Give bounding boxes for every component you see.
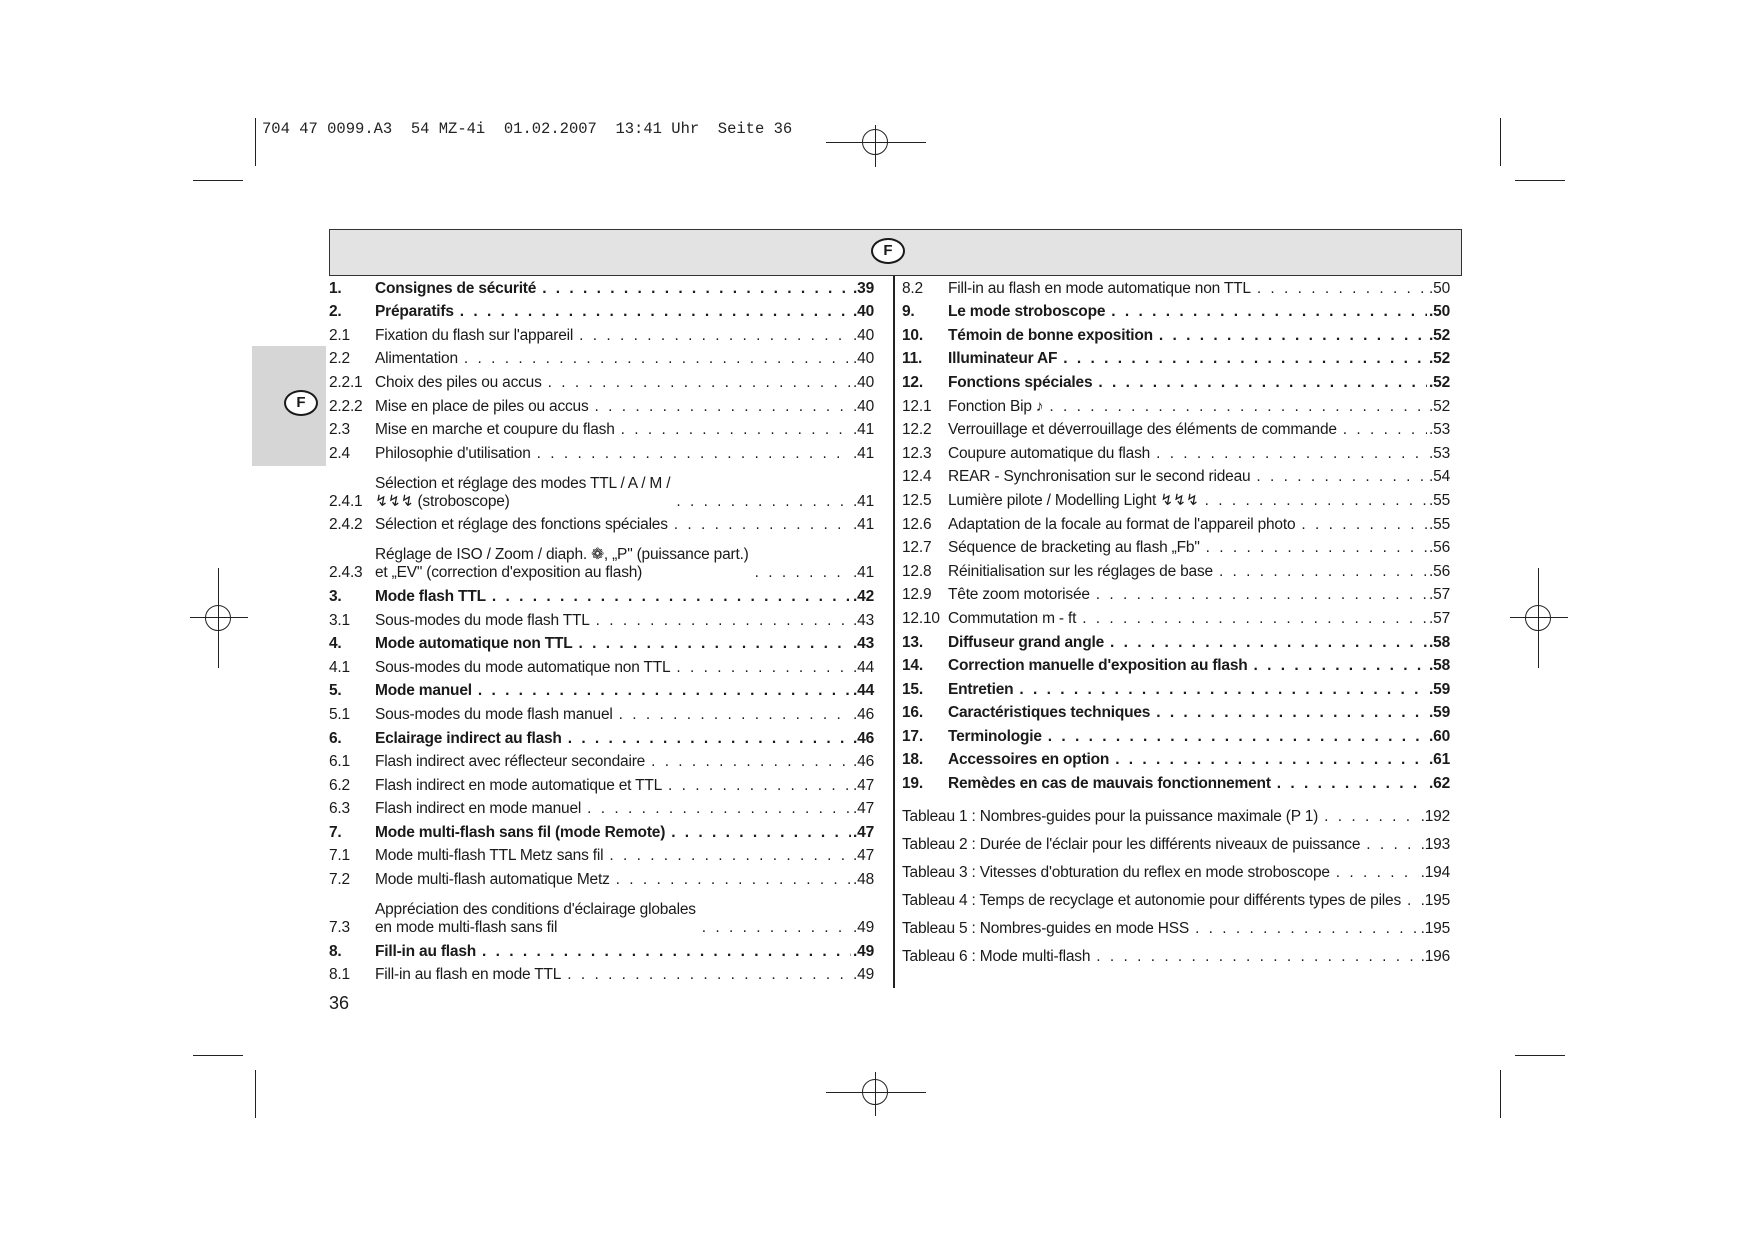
registration-mark bbox=[862, 1079, 888, 1105]
toc-entry-page: .43 bbox=[853, 611, 874, 629]
toc-entry-title: Remèdes en cas de mauvais fonctionnement bbox=[948, 775, 1271, 793]
crop-mark bbox=[1515, 1055, 1565, 1056]
toc-entry-number: 12.4 bbox=[902, 468, 932, 486]
toc-entry-title: Flash indirect en mode automatique et TTL bbox=[375, 776, 663, 794]
toc-entry-title: Fill-in au flash en mode TTL bbox=[375, 966, 562, 984]
toc-entry bbox=[902, 534, 1450, 558]
toc-entry-number: 9. bbox=[902, 303, 915, 321]
toc-entry bbox=[329, 534, 874, 582]
toc-entry-number: 4. bbox=[329, 635, 342, 653]
toc-entry-number: 1. bbox=[329, 279, 342, 297]
toc-entry-page: .57 bbox=[1429, 609, 1450, 627]
table-entry bbox=[902, 798, 1450, 826]
crop-mark bbox=[1500, 1070, 1501, 1118]
table-entry-page: .194 bbox=[1420, 864, 1450, 881]
column-divider bbox=[893, 276, 895, 988]
toc-entry-title: Mode automatique non TTL bbox=[375, 635, 573, 653]
toc-entry-number: 3.1 bbox=[329, 611, 350, 629]
toc-entry-number: 4.1 bbox=[329, 658, 350, 676]
toc-entry bbox=[329, 582, 874, 606]
toc-entry-title-block bbox=[375, 546, 749, 582]
leader-dots bbox=[1195, 920, 1419, 938]
leader-dots bbox=[1254, 657, 1428, 675]
toc-entry bbox=[329, 653, 874, 677]
toc-entry-page: .41 bbox=[853, 421, 874, 439]
toc-entry-number: 12.7 bbox=[902, 539, 932, 557]
toc-entry bbox=[329, 463, 874, 511]
toc-entry bbox=[902, 604, 1450, 628]
toc-entry-number: 7.1 bbox=[329, 847, 350, 865]
print-header: 704 47 0099.A3 54 MZ-4i 01.02.2007 13:41 Uhr Seite 36 bbox=[262, 120, 793, 138]
toc-entry-title: Flash indirect en mode manuel bbox=[375, 800, 582, 818]
toc-entry-number: 12.3 bbox=[902, 444, 932, 462]
toc-entry-page: .50 bbox=[1429, 303, 1450, 321]
leader-dots bbox=[1098, 374, 1427, 392]
leader-dots bbox=[478, 682, 851, 700]
crop-mark bbox=[255, 118, 256, 166]
toc-entry-title: Fonction Bip ♪ bbox=[948, 397, 1044, 415]
leader-dots bbox=[595, 398, 852, 416]
toc-entry-title: Réinitialisation sur les réglages de base bbox=[948, 562, 1213, 580]
toc-entry bbox=[902, 722, 1450, 746]
toc-entry-page: .47 bbox=[853, 800, 874, 818]
toc-entry-page: .53 bbox=[1429, 421, 1450, 439]
toc-entry-number: 2.4 bbox=[329, 444, 350, 462]
toc-entry-title: Mise en place de piles ou accus bbox=[375, 397, 589, 415]
toc-entry bbox=[902, 652, 1450, 676]
toc-entry bbox=[902, 321, 1450, 345]
toc-entry-page: .58 bbox=[1429, 633, 1450, 651]
toc-entry-number: 17. bbox=[902, 727, 923, 745]
toc-entry bbox=[902, 746, 1450, 770]
toc-entry-page: .60 bbox=[1429, 727, 1450, 745]
table-entry-page: .195 bbox=[1420, 892, 1450, 909]
toc-entry bbox=[902, 368, 1450, 392]
page-number: 36 bbox=[329, 993, 350, 1013]
leader-dots bbox=[587, 800, 851, 818]
leader-dots bbox=[1110, 634, 1427, 652]
leader-dots bbox=[492, 588, 851, 606]
table-entry-title: Tableau 6 : Mode multi-flash bbox=[902, 948, 1091, 965]
toc-right-column bbox=[902, 274, 1450, 793]
toc-entry-title: Consignes de sécurité bbox=[375, 279, 537, 297]
toc-entry-number: 12.10 bbox=[902, 609, 940, 627]
toc-entry-page: .49 bbox=[853, 919, 874, 937]
toc-entry bbox=[329, 345, 874, 369]
toc-entry-title: Alimentation bbox=[375, 350, 458, 368]
toc-entry-page: .41 bbox=[853, 516, 874, 534]
toc-entry-number: 2.4.2 bbox=[329, 516, 363, 534]
toc-entry-page: .53 bbox=[1429, 444, 1450, 462]
toc-entry-title: Préparatifs bbox=[375, 303, 454, 321]
toc-entry bbox=[329, 865, 874, 889]
toc-entry bbox=[329, 368, 874, 392]
toc-entry-number: 7.2 bbox=[329, 871, 350, 889]
leader-dots bbox=[1096, 586, 1427, 604]
toc-entry-number: 2.2.1 bbox=[329, 373, 363, 391]
toc-entry-number: 5.1 bbox=[329, 705, 350, 723]
toc-entry-number: 12.1 bbox=[902, 397, 932, 415]
table-entry-title: Tableau 3 : Vitesses d'obturation du reflex en mode stroboscope bbox=[902, 864, 1330, 881]
toc-entry-number: 12.9 bbox=[902, 586, 932, 604]
toc-entry bbox=[329, 961, 874, 985]
toc-entry bbox=[902, 392, 1450, 416]
table-entry-page: .196 bbox=[1420, 948, 1450, 965]
toc-entry-title-continued: ↯↯↯ (stroboscope) bbox=[375, 492, 510, 510]
table-entry-page: .192 bbox=[1420, 808, 1450, 825]
toc-entry-title: Caractéristiques techniques bbox=[948, 704, 1151, 722]
toc-entry-title: Accessoires en option bbox=[948, 751, 1110, 769]
toc-entry-page: .43 bbox=[853, 635, 874, 653]
leader-dots bbox=[676, 493, 851, 511]
toc-entry-title: Réglage de ISO / Zoom / diaph. ❁, „P" (puissance part.) bbox=[375, 546, 749, 564]
leader-dots bbox=[1205, 492, 1427, 510]
toc-entry-page: .56 bbox=[1429, 539, 1450, 557]
toc-entry bbox=[902, 769, 1450, 793]
toc-entry bbox=[902, 274, 1450, 298]
table-entry bbox=[902, 854, 1450, 882]
toc-entry-number: 6.1 bbox=[329, 753, 350, 771]
tables-list bbox=[902, 798, 1450, 966]
toc-entry bbox=[902, 699, 1450, 723]
toc-entry-page: .52 bbox=[1429, 397, 1450, 415]
toc-entry-page: .50 bbox=[1429, 279, 1450, 297]
toc-entry-title: Séquence de bracketing au flash „Fb" bbox=[948, 539, 1200, 557]
toc-entry-number: 6.3 bbox=[329, 800, 350, 818]
toc-entry bbox=[902, 439, 1450, 463]
table-entry-title: Tableau 2 : Durée de l'éclair pour les différents niveaux de puissance bbox=[902, 836, 1361, 853]
leader-dots bbox=[1343, 421, 1427, 439]
toc-entry-page: .41 bbox=[853, 492, 874, 510]
toc-entry-number: 19. bbox=[902, 775, 923, 793]
toc-entry-number: 8. bbox=[329, 942, 342, 960]
toc-entry-page: .41 bbox=[853, 444, 874, 462]
leader-dots bbox=[1301, 516, 1427, 534]
toc-entry-number: 13. bbox=[902, 633, 923, 651]
toc-entry-title: Tête zoom motorisée bbox=[948, 586, 1090, 604]
registration-mark bbox=[862, 129, 888, 155]
leader-dots bbox=[1063, 350, 1427, 368]
leader-dots bbox=[1096, 948, 1418, 966]
toc-entry-number: 16. bbox=[902, 704, 923, 722]
leader-dots bbox=[1256, 468, 1427, 486]
table-entry bbox=[902, 938, 1450, 966]
toc-entry bbox=[329, 511, 874, 535]
leader-dots bbox=[1019, 681, 1427, 699]
toc-entry-page: .54 bbox=[1429, 468, 1450, 486]
toc-entry-title: Sélection et réglage des fonctions spéciales bbox=[375, 516, 668, 534]
toc-entry-title: Adaptation de la focale au format de l'appareil photo bbox=[948, 515, 1296, 533]
toc-entry-page: .57 bbox=[1429, 586, 1450, 604]
toc-entry-title: Mode multi-flash sans fil (mode Remote) bbox=[375, 823, 666, 841]
toc-entry bbox=[329, 677, 874, 701]
toc-entry bbox=[902, 416, 1450, 440]
leader-dots bbox=[668, 777, 851, 795]
leader-dots bbox=[579, 327, 851, 345]
table-entry-title: Tableau 4 : Temps de recyclage et autonomie pour différents types de piles bbox=[902, 892, 1402, 909]
table-entry bbox=[902, 882, 1450, 910]
toc-entry-title-block bbox=[375, 901, 696, 937]
leader-dots bbox=[1324, 808, 1419, 826]
leader-dots bbox=[482, 943, 851, 961]
leader-dots bbox=[1115, 751, 1427, 769]
leader-dots bbox=[596, 612, 851, 630]
toc-entry-number: 2.4.1 bbox=[329, 492, 363, 510]
toc-entry bbox=[902, 628, 1450, 652]
toc-entry-page: .49 bbox=[853, 966, 874, 984]
toc-entry bbox=[329, 321, 874, 345]
toc-entry-page: .41 bbox=[853, 564, 874, 582]
toc-entry-number: 3. bbox=[329, 587, 342, 605]
toc-entry bbox=[902, 486, 1450, 510]
leader-dots bbox=[1336, 864, 1419, 882]
toc-entry-page: .42 bbox=[853, 587, 874, 605]
toc-left-column bbox=[329, 274, 874, 984]
language-badge-side: F bbox=[284, 390, 318, 416]
leader-dots bbox=[671, 824, 851, 842]
toc-entry-title: Coupure automatique du flash bbox=[948, 444, 1151, 462]
toc-entry-title: Choix des piles ou accus bbox=[375, 373, 542, 391]
leader-dots bbox=[1156, 445, 1427, 463]
toc-entry bbox=[329, 298, 874, 322]
toc-entry-title: Fonctions spéciales bbox=[948, 373, 1093, 391]
toc-entry-page: .40 bbox=[853, 303, 874, 321]
toc-entry-page: .52 bbox=[1429, 326, 1450, 344]
toc-entry-page: .59 bbox=[1429, 704, 1450, 722]
toc-entry-number: 14. bbox=[902, 657, 923, 675]
toc-entry-page: .39 bbox=[853, 279, 874, 297]
toc-entry bbox=[329, 724, 874, 748]
toc-entry bbox=[329, 937, 874, 961]
leader-dots bbox=[619, 706, 851, 724]
toc-entry-page: .40 bbox=[853, 397, 874, 415]
leader-dots bbox=[548, 374, 851, 392]
toc-entry bbox=[902, 675, 1450, 699]
toc-entry bbox=[329, 818, 874, 842]
leader-dots bbox=[567, 966, 851, 984]
toc-entry-page: .44 bbox=[853, 658, 874, 676]
toc-entry-title: Mode flash TTL bbox=[375, 587, 486, 605]
toc-entry-title: Fill-in au flash bbox=[375, 942, 477, 960]
toc-entry-title: Verrouillage et déverrouillage des éléments de commande bbox=[948, 421, 1337, 439]
toc-entry bbox=[902, 298, 1450, 322]
toc-entry-page: .40 bbox=[853, 326, 874, 344]
toc-entry bbox=[329, 630, 874, 654]
toc-entry-title: Flash indirect avec réflecteur secondaire bbox=[375, 753, 646, 771]
toc-entry-title: Commutation m - ft bbox=[948, 609, 1077, 627]
toc-entry-title: Mode multi-flash automatique Metz bbox=[375, 871, 610, 889]
toc-entry-page: .55 bbox=[1429, 491, 1450, 509]
toc-entry-title: Eclairage indirect au flash bbox=[375, 729, 562, 747]
toc-entry-number: 12.5 bbox=[902, 491, 932, 509]
toc-entry bbox=[329, 771, 874, 795]
toc-entry-number: 2.4.3 bbox=[329, 564, 363, 582]
toc-entry bbox=[329, 795, 874, 819]
toc-entry-number: 7. bbox=[329, 823, 342, 841]
toc-entry-title: Sous-modes du mode automatique non TTL bbox=[375, 658, 671, 676]
toc-entry-page: .55 bbox=[1429, 515, 1450, 533]
toc-entry-number: 8.1 bbox=[329, 966, 350, 984]
leader-dots bbox=[1049, 398, 1427, 416]
toc-entry-title: REAR - Synchronisation sur le second rideau bbox=[948, 468, 1251, 486]
toc-entry bbox=[329, 700, 874, 724]
leader-dots bbox=[1407, 892, 1419, 910]
language-badge-header: F bbox=[871, 238, 905, 264]
toc-entry bbox=[329, 842, 874, 866]
toc-entry bbox=[902, 345, 1450, 369]
toc-entry-title: Correction manuelle d'exposition au flash bbox=[948, 657, 1248, 675]
leader-dots bbox=[702, 919, 851, 937]
leader-dots bbox=[651, 753, 851, 771]
toc-entry-title: Illuminateur AF bbox=[948, 350, 1058, 368]
toc-entry-title: Mode manuel bbox=[375, 682, 472, 700]
toc-entry bbox=[329, 274, 874, 298]
toc-entry-page: .47 bbox=[853, 776, 874, 794]
toc-entry-number: 6.2 bbox=[329, 776, 350, 794]
toc-entry bbox=[902, 581, 1450, 605]
table-entry-page: .195 bbox=[1420, 920, 1450, 937]
toc-entry-title-continued: en mode multi-flash sans fil bbox=[375, 919, 558, 937]
leader-dots bbox=[460, 303, 851, 321]
table-entry bbox=[902, 910, 1450, 938]
leader-dots bbox=[1366, 836, 1418, 854]
toc-entry-page: .40 bbox=[853, 373, 874, 391]
table-entry-title: Tableau 1 : Nombres-guides pour la puissance maximale (P 1) bbox=[902, 808, 1319, 825]
toc-entry bbox=[329, 889, 874, 937]
leader-dots bbox=[1048, 728, 1427, 746]
leader-dots bbox=[621, 421, 851, 439]
toc-entry-number: 7.3 bbox=[329, 919, 350, 937]
toc-entry-page: .48 bbox=[853, 871, 874, 889]
toc-entry-number: 10. bbox=[902, 326, 923, 344]
toc-entry bbox=[329, 392, 874, 416]
toc-entry-page: .47 bbox=[853, 847, 874, 865]
toc-entry-page: .56 bbox=[1429, 562, 1450, 580]
toc-entry-page: .52 bbox=[1429, 350, 1450, 368]
leader-dots bbox=[674, 516, 851, 534]
toc-entry-number: 18. bbox=[902, 751, 923, 769]
toc-entry-page: .47 bbox=[853, 823, 874, 841]
leader-dots bbox=[755, 564, 851, 582]
toc-entry-title: Témoin de bonne exposition bbox=[948, 326, 1153, 344]
toc-entry-number: 12.2 bbox=[902, 421, 932, 439]
toc-entry bbox=[902, 557, 1450, 581]
leader-dots bbox=[1159, 327, 1427, 345]
crop-mark bbox=[255, 1070, 256, 1118]
leader-dots bbox=[537, 445, 851, 463]
leader-dots bbox=[616, 871, 851, 889]
toc-entry-number: 12.6 bbox=[902, 515, 932, 533]
toc-entry bbox=[329, 606, 874, 630]
toc-entry-number: 2.2.2 bbox=[329, 397, 363, 415]
toc-entry bbox=[329, 439, 874, 463]
crop-mark bbox=[193, 180, 243, 181]
toc-entry-number: 15. bbox=[902, 680, 923, 698]
leader-dots bbox=[1156, 704, 1427, 722]
leader-dots bbox=[464, 350, 851, 368]
toc-entry-page: .52 bbox=[1429, 373, 1450, 391]
crop-mark bbox=[193, 1055, 243, 1056]
toc-entry-page: .49 bbox=[853, 942, 874, 960]
toc-entry-page: .62 bbox=[1429, 775, 1450, 793]
registration-mark bbox=[205, 605, 231, 631]
toc-entry-page: .61 bbox=[1429, 751, 1450, 769]
toc-entry-number: 2.3 bbox=[329, 421, 350, 439]
toc-entry-page: .46 bbox=[853, 753, 874, 771]
leader-dots bbox=[568, 730, 851, 748]
toc-entry bbox=[902, 463, 1450, 487]
toc-entry-number: 8.2 bbox=[902, 279, 923, 297]
leader-dots bbox=[676, 659, 851, 677]
leader-dots bbox=[1082, 610, 1427, 628]
toc-entry-title-block bbox=[375, 475, 670, 511]
toc-entry bbox=[329, 748, 874, 772]
toc-entry-title: Terminologie bbox=[948, 727, 1042, 745]
toc-entry bbox=[329, 416, 874, 440]
toc-entry-title: Mise en marche et coupure du flash bbox=[375, 421, 615, 439]
leader-dots bbox=[1219, 563, 1427, 581]
toc-entry-title: Lumière pilote / Modelling Light ↯↯↯ bbox=[948, 491, 1199, 509]
leader-dots bbox=[1111, 303, 1427, 321]
toc-entry-title: Mode multi-flash TTL Metz sans fil bbox=[375, 847, 604, 865]
toc-entry-page: .44 bbox=[853, 682, 874, 700]
toc-entry-page: .58 bbox=[1429, 657, 1450, 675]
toc-entry-number: 2.1 bbox=[329, 326, 350, 344]
toc-entry-title: Appréciation des conditions d'éclairage globales bbox=[375, 901, 696, 919]
crop-mark bbox=[1515, 180, 1565, 181]
registration-mark bbox=[1525, 605, 1551, 631]
toc-entry-title: Sous-modes du mode flash TTL bbox=[375, 611, 590, 629]
leader-dots bbox=[542, 280, 851, 298]
toc-entry-number: 2.2 bbox=[329, 350, 350, 368]
toc-entry-title: Sous-modes du mode flash manuel bbox=[375, 705, 613, 723]
toc-entry-title: Philosophie d'utilisation bbox=[375, 444, 531, 462]
table-entry bbox=[902, 826, 1450, 854]
toc-entry-page: .46 bbox=[853, 729, 874, 747]
toc-entry-page: .59 bbox=[1429, 680, 1450, 698]
toc-entry-title: Fixation du flash sur l'appareil bbox=[375, 326, 574, 344]
toc-entry bbox=[902, 510, 1450, 534]
toc-entry-title: Fill-in au flash en mode automatique non TTL bbox=[948, 279, 1251, 297]
leader-dots bbox=[1277, 775, 1427, 793]
toc-entry-number: 5. bbox=[329, 682, 342, 700]
table-entry-title: Tableau 5 : Nombres-guides en mode HSS bbox=[902, 920, 1190, 937]
toc-entry-title-continued: et „EV" (correction d'exposition au flash) bbox=[375, 564, 643, 582]
toc-entry-page: .40 bbox=[853, 350, 874, 368]
toc-entry-title: Sélection et réglage des modes TTL / A / M / bbox=[375, 474, 671, 492]
toc-entry-number: 11. bbox=[902, 350, 923, 368]
toc-entry-page: .46 bbox=[853, 705, 874, 723]
crop-mark bbox=[1500, 118, 1501, 166]
leader-dots bbox=[609, 847, 851, 865]
toc-entry-number: 2. bbox=[329, 303, 342, 321]
leader-dots bbox=[579, 635, 852, 653]
toc-entry-number: 12.8 bbox=[902, 562, 932, 580]
leader-dots bbox=[1257, 280, 1427, 298]
toc-entry-title: Diffuseur grand angle bbox=[948, 633, 1104, 651]
toc-entry-title: Entretien bbox=[948, 680, 1014, 698]
toc-entry-number: 12. bbox=[902, 373, 923, 391]
toc-entry-number: 6. bbox=[329, 729, 342, 747]
leader-dots bbox=[1206, 539, 1427, 557]
table-entry-page: .193 bbox=[1420, 836, 1450, 853]
toc-entry-title: Le mode stroboscope bbox=[948, 303, 1106, 321]
